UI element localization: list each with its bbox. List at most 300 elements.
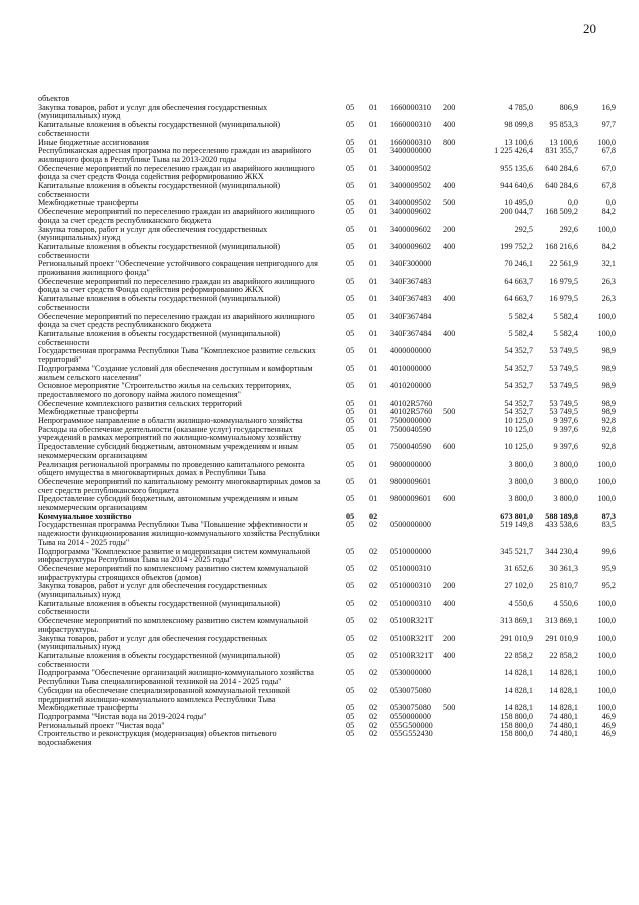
row-name: Обеспечение мероприятий по переселению граждан из аварийного жилищного фонда за счет средств Фонда содействия реформированию ЖКХ: [38, 276, 315, 295]
plan-value: 64 663,7: [504, 294, 533, 304]
plan-value: 14 828,1: [504, 685, 533, 695]
pr-code: 01: [369, 494, 378, 504]
fact-value: 30 361,3: [549, 563, 578, 573]
table-row: [38, 600, 618, 617]
rz-code: 05: [346, 442, 355, 452]
fact-value: 292,6: [559, 224, 578, 234]
fact-value: 53 749,5: [549, 363, 578, 373]
fact-value: 168 509,2: [545, 207, 578, 217]
row-name: Закупка товаров, работ и услуг для обеспечения государственных (муниципальных) нужд: [38, 102, 268, 121]
pr-code: 02: [369, 616, 378, 626]
csr-code: 3400009502: [390, 163, 431, 173]
vr-code: 500: [443, 407, 456, 417]
row-name: объектов: [38, 94, 70, 103]
row-name: Закупка товаров, работ и услуг для обеспечения государственных (муниципальных) нужд: [38, 633, 268, 652]
percent-value: 100,0: [597, 685, 616, 695]
rz-code: 05: [346, 633, 355, 643]
csr-code: 05100R321T: [390, 616, 434, 626]
plan-value: 519 149,8: [500, 520, 533, 530]
vr-code: 600: [443, 442, 456, 452]
csr-code: 9800009601: [390, 476, 431, 486]
fact-value: 3 800,0: [553, 476, 578, 486]
percent-value: 100,0: [597, 494, 616, 504]
plan-value: 54 352,7: [504, 398, 533, 408]
rz-code: 05: [346, 181, 355, 191]
plan-value: 98 099,8: [504, 120, 533, 130]
percent-value: 100,0: [597, 633, 616, 643]
percent-value: 46,9: [601, 711, 616, 721]
row-name: Обеспечение мероприятий по переселению граждан из аварийного жилищного фонда за счет средств республиканского бюджета: [38, 207, 315, 225]
pr-code: 01: [369, 311, 378, 321]
fact-value: 313 869,1: [545, 616, 578, 626]
pr-code: 01: [369, 276, 378, 286]
table-row: [38, 548, 618, 565]
rz-code: 05: [346, 416, 355, 426]
csr-code: 0530000000: [390, 668, 431, 678]
pr-code: 01: [369, 416, 378, 426]
percent-value: 26,3: [601, 294, 616, 304]
csr-code: 0500000000: [390, 520, 431, 530]
table-row: [38, 426, 618, 443]
rz-code: 05: [346, 207, 355, 217]
rz-code: 05: [346, 494, 355, 504]
pr-code: 01: [369, 381, 378, 391]
percent-value: 87,3: [601, 511, 616, 521]
table-row: [38, 260, 618, 277]
plan-value: 955 135,6: [500, 163, 533, 173]
fact-value: 640 284,6: [545, 163, 578, 173]
fact-value: 74 480,1: [549, 729, 578, 739]
fact-value: 5 582,4: [553, 311, 578, 321]
fact-value: 5 582,4: [553, 328, 578, 338]
fact-value: 53 749,5: [549, 407, 578, 417]
plan-value: 54 352,7: [504, 346, 533, 356]
fact-value: 344 230,4: [545, 546, 578, 556]
csr-code: 340F367483: [390, 276, 432, 286]
pr-code: 01: [369, 259, 378, 269]
pr-code: 01: [369, 146, 378, 156]
fact-value: 16 979,5: [549, 294, 578, 304]
plan-value: 1 225 426,4: [494, 146, 533, 156]
table-row: [38, 635, 618, 652]
row-name: Государственная программа Республики Тыва "Повышение эффективности и надежности функционирования жилищно-коммунального хозяйства Республики Тыва на 2014 - 2025 годы": [38, 520, 320, 547]
csr-code: 3400009602: [390, 207, 431, 217]
rz-code: 05: [346, 520, 355, 530]
rz-code: 05: [346, 398, 355, 408]
csr-code: 1660000310: [390, 102, 431, 112]
plan-value: 54 352,7: [504, 407, 533, 417]
rz-code: 05: [346, 146, 355, 156]
percent-value: 98,9: [601, 407, 616, 417]
rz-code: 05: [346, 241, 355, 251]
plan-value: 10 125,0: [504, 424, 533, 434]
rz-code: 05: [346, 407, 355, 417]
csr-code: 340F367483: [390, 294, 432, 304]
pr-code: 02: [369, 546, 378, 556]
table-row: [38, 243, 618, 260]
table-row: [38, 669, 618, 686]
percent-value: 100,0: [597, 311, 616, 321]
pr-code: 01: [369, 442, 378, 452]
plan-value: 200 044,7: [500, 207, 533, 217]
plan-value: 292,5: [514, 224, 533, 234]
plan-value: 13 100,6: [504, 137, 533, 147]
csr-code: 0510000310: [390, 581, 431, 591]
rz-code: 05: [346, 651, 355, 660]
csr-code: 3400009502: [390, 198, 431, 208]
csr-code: 4010200000: [390, 381, 431, 391]
table-row: [38, 443, 618, 460]
pr-code: 02: [369, 720, 378, 730]
table-row: [38, 461, 618, 478]
percent-value: 100,0: [597, 703, 616, 713]
plan-value: 70 246,1: [504, 259, 533, 269]
fact-value: 14 828,1: [549, 703, 578, 713]
fact-value: 53 749,5: [549, 398, 578, 408]
rz-code: 05: [346, 703, 355, 713]
rz-code: 05: [346, 294, 355, 304]
pr-code: 01: [369, 181, 378, 191]
vr-code: 400: [443, 241, 456, 251]
pr-code: 02: [369, 668, 378, 678]
fact-value: 3 800,0: [553, 459, 578, 469]
table-row: [38, 521, 618, 547]
row-name: Региональный проект "Чистая вода": [38, 720, 165, 730]
percent-value: 98,9: [601, 363, 616, 373]
csr-code: 340F300000: [390, 259, 432, 269]
pr-code: 01: [369, 120, 378, 130]
fact-value: 0,0: [567, 198, 578, 208]
row-name: Подпрограмма "Создание условий для обеспечения доступным и комфортным жильем сельского населения": [38, 363, 313, 382]
plan-value: 345 521,7: [500, 546, 533, 556]
table-row: [38, 730, 618, 747]
row-name: Реализация региональной программы по проведению капитального ремонта общего имущества в многоквартирных домах в Республики Тыва: [38, 459, 305, 478]
fact-value: 53 749,5: [549, 381, 578, 391]
page-number: 20: [583, 21, 596, 36]
table-row: [38, 347, 618, 364]
table-row: [38, 365, 618, 382]
table-row: [38, 121, 618, 138]
row-name: Закупка товаров, работ и услуг для обеспечения государственных (муниципальных) нужд: [38, 224, 268, 243]
plan-value: 291 010,9: [500, 633, 533, 643]
percent-value: 100,0: [597, 651, 616, 660]
csr-code: 0510000000: [390, 546, 431, 556]
row-name: Закупка товаров, работ и услуг для обеспечения государственных (муниципальных) нужд: [38, 581, 268, 600]
plan-value: 158 800,0: [500, 729, 533, 739]
pr-code: 02: [369, 511, 378, 521]
pr-code: 02: [369, 685, 378, 695]
csr-code: 7500040590: [390, 442, 431, 452]
pr-code: 02: [369, 651, 378, 660]
plan-value: 4 550,6: [508, 598, 533, 608]
csr-code: 0530075080: [390, 685, 431, 695]
plan-value: 313 869,1: [500, 616, 533, 626]
plan-value: 673 801,0: [500, 511, 533, 521]
row-name: Межбюджетные трансферты: [38, 407, 139, 417]
csr-code: 0510000310: [390, 598, 431, 608]
pr-code: 02: [369, 703, 378, 713]
plan-value: 10 495,0: [504, 198, 533, 208]
pr-code: 01: [369, 407, 378, 417]
fact-value: 168 216,6: [545, 241, 578, 251]
pr-code: 02: [369, 633, 378, 643]
pr-code: 01: [369, 163, 378, 173]
vr-code: 400: [443, 181, 456, 191]
rz-code: 05: [346, 668, 355, 678]
plan-value: 31 652,6: [504, 563, 533, 573]
plan-value: 199 752,2: [500, 241, 533, 251]
pr-code: 01: [369, 102, 378, 112]
row-name: Капитальные вложения в объекты государственной (муниципальной) собственности: [38, 598, 281, 617]
table-row: [38, 652, 618, 669]
percent-value: 95,2: [601, 581, 616, 591]
percent-value: 100,0: [597, 476, 616, 486]
csr-code: 3400009602: [390, 241, 431, 251]
csr-code: 0510000310: [390, 563, 431, 573]
csr-code: 40102R5760: [390, 407, 433, 417]
pr-code: 01: [369, 241, 378, 251]
fact-value: 640 284,6: [545, 181, 578, 191]
table-row: [38, 313, 618, 330]
plan-value: 5 582,4: [508, 311, 533, 321]
vr-code: 400: [443, 328, 456, 338]
csr-code: 3400000000: [390, 146, 431, 156]
row-name: Подпрограмма "Чистая вода на 2019-2024 годы": [38, 711, 207, 721]
row-name: Межбюджетные трансферты: [38, 703, 139, 713]
percent-value: 84,2: [601, 241, 616, 251]
fact-value: 806,9: [559, 102, 578, 112]
row-name: Подпрограмма "Комплексное развитие и модернизация систем коммунальной инфраструктуры Республики Тыва на 2014 - 2025 годы": [38, 546, 311, 565]
csr-code: 340F367484: [390, 328, 432, 338]
row-name: Непрограммное направление в области жилищно-коммунального хозяйства: [38, 416, 303, 426]
rz-code: 05: [346, 198, 355, 208]
csr-code: 3400009602: [390, 224, 431, 234]
rz-code: 05: [346, 546, 355, 556]
percent-value: 100,0: [597, 137, 616, 147]
percent-value: 100,0: [597, 459, 616, 469]
fact-value: 95 853,3: [549, 120, 578, 130]
pr-code: 01: [369, 294, 378, 304]
pr-code: 02: [369, 520, 378, 530]
rz-code: 05: [346, 381, 355, 391]
plan-value: 5 582,4: [508, 328, 533, 338]
row-name: Предоставление субсидий бюджетным, автономным учреждениям и иным некоммерческим организациям: [38, 442, 298, 460]
csr-code: 40102R5760: [390, 398, 433, 408]
csr-code: 3400009502: [390, 181, 431, 191]
vr-code: 600: [443, 494, 456, 504]
csr-code: 05100R321T: [390, 651, 434, 660]
percent-value: 46,9: [601, 720, 616, 730]
row-name: Капитальные вложения в объекты государственной (муниципальной) собственности: [38, 328, 281, 347]
table-row: [38, 147, 618, 164]
plan-value: 10 125,0: [504, 416, 533, 426]
table-row: [38, 382, 618, 399]
percent-value: 100,0: [597, 224, 616, 234]
fact-value: 588 189,8: [545, 511, 578, 521]
row-name: Капитальные вложения в объекты государственной (муниципальной) собственности: [38, 120, 281, 138]
table-row: [38, 565, 618, 582]
rz-code: 05: [346, 563, 355, 573]
row-name: Иные бюджетные ассигнования: [38, 137, 149, 147]
plan-value: 158 800,0: [500, 720, 533, 730]
csr-code: 0530075080: [390, 703, 431, 713]
row-name: Коммунальное хозяйство: [38, 511, 132, 521]
plan-value: 64 663,7: [504, 276, 533, 286]
rz-code: 05: [346, 311, 355, 321]
table-row: [38, 582, 618, 599]
percent-value: 67,8: [601, 146, 616, 156]
percent-value: 67,0: [601, 163, 616, 173]
pr-code: 02: [369, 563, 378, 573]
row-name: Капитальные вложения в объекты государственной (муниципальной) собственности: [38, 181, 281, 199]
table-row: [38, 617, 618, 634]
rz-code: 05: [346, 581, 355, 591]
csr-code: 7500000000: [390, 416, 431, 426]
vr-code: 400: [443, 651, 456, 660]
percent-value: 92,8: [601, 416, 616, 426]
row-name: Обеспечение мероприятий по переселению граждан из аварийного жилищного фонда за счет средств республиканского бюджета: [38, 311, 315, 330]
rz-code: 05: [346, 328, 355, 338]
fact-value: 831 355,7: [545, 146, 578, 156]
fact-value: 9 397,6: [553, 424, 578, 434]
csr-code: 05100R321T: [390, 633, 434, 643]
row-name: Расходы на обеспечение деятельности (оказание услуг) государственных учреждений в рамках мероприятий по жилищно-коммунальному хозяйству: [38, 424, 302, 443]
pr-code: 01: [369, 198, 378, 208]
vr-code: 500: [443, 198, 456, 208]
percent-value: 98,9: [601, 346, 616, 356]
rz-code: 05: [346, 224, 355, 234]
row-name: Основное мероприятие "Строительство жилья на сельских территориях, предоставляемого по договору найма жилого помещения": [38, 381, 292, 399]
row-name: Обеспечение мероприятий по переселению граждан из аварийного жилищного фонда за счет средств Фонда содействия реформированию ЖКХ: [38, 163, 315, 182]
rz-code: 05: [346, 120, 355, 130]
fact-value: 22 561,9: [549, 259, 578, 269]
pr-code: 01: [369, 363, 378, 373]
rz-code: 05: [346, 476, 355, 486]
table-row: [38, 182, 618, 199]
vr-code: 200: [443, 581, 456, 591]
rz-code: 05: [346, 137, 355, 147]
fact-value: 13 100,6: [549, 137, 578, 147]
fact-value: 25 810,7: [549, 581, 578, 591]
percent-value: 100,0: [597, 328, 616, 338]
vr-code: 500: [443, 703, 456, 713]
table-row: [38, 104, 618, 121]
percent-value: 67,8: [601, 181, 616, 191]
fact-value: 74 480,1: [549, 711, 578, 721]
plan-value: 3 800,0: [508, 476, 533, 486]
row-name: Межбюджетные трансферты: [38, 198, 139, 208]
percent-value: 26,3: [601, 276, 616, 286]
rz-code: 05: [346, 459, 355, 469]
plan-value: 54 352,7: [504, 381, 533, 391]
percent-value: 92,8: [601, 442, 616, 452]
pr-code: 01: [369, 137, 378, 147]
fact-value: 4 550,6: [553, 598, 578, 608]
rz-code: 05: [346, 616, 355, 626]
vr-code: 200: [443, 633, 456, 643]
percent-value: 99,6: [601, 546, 616, 556]
fact-value: 291 010,9: [545, 633, 578, 643]
row-name: Капитальные вложения в объекты государственной (муниципальной) собственности: [38, 651, 281, 669]
rz-code: 05: [346, 711, 355, 721]
rz-code: 05: [346, 720, 355, 730]
rz-code: 05: [346, 511, 355, 521]
pr-code: 01: [369, 398, 378, 408]
percent-value: 16,9: [601, 102, 616, 112]
csr-code: 340F367484: [390, 311, 432, 321]
rz-code: 05: [346, 102, 355, 112]
vr-code: 400: [443, 120, 456, 130]
percent-value: 98,9: [601, 398, 616, 408]
percent-value: 95,9: [601, 563, 616, 573]
csr-code: 4000000000: [390, 346, 431, 356]
fact-value: 9 397,6: [553, 442, 578, 452]
fact-value: 16 979,5: [549, 276, 578, 286]
pr-code: 02: [369, 729, 378, 739]
rz-code: 05: [346, 363, 355, 373]
pr-code: 01: [369, 224, 378, 234]
row-name: Региональный проект "Обеспечение устойчивого сокращения непригодного для проживания жилищного фонда": [38, 259, 318, 278]
plan-value: 3 800,0: [508, 459, 533, 469]
rz-code: 05: [346, 276, 355, 286]
percent-value: 83,5: [601, 520, 616, 530]
row-name: Обеспечение комплексного развития сельских территорий: [38, 398, 242, 408]
row-name: Субсидии на обеспечение специализированной коммунальной техникой предприятий жилищно-коммунального комплекса Республики Тыва: [38, 685, 290, 704]
percent-value: 100,0: [597, 598, 616, 608]
rz-code: 05: [346, 163, 355, 173]
plan-value: 14 828,1: [504, 668, 533, 678]
rz-code: 05: [346, 729, 355, 739]
fact-value: 74 480,1: [549, 720, 578, 730]
csr-code: 9800000000: [390, 459, 431, 469]
plan-value: 4 785,0: [508, 102, 533, 112]
pr-code: 02: [369, 711, 378, 721]
table-row: [38, 226, 618, 243]
table-row: [38, 295, 618, 312]
fact-value: 433 538,6: [545, 520, 578, 530]
csr-code: 9800009601: [390, 494, 431, 504]
table-row: [38, 165, 618, 182]
percent-value: 84,2: [601, 207, 616, 217]
fact-value: 9 397,6: [553, 416, 578, 426]
fact-value: 53 749,5: [549, 346, 578, 356]
plan-value: 22 858,2: [504, 651, 533, 660]
percent-value: 98,9: [601, 381, 616, 391]
vr-code: 400: [443, 294, 456, 304]
vr-code: 400: [443, 598, 456, 608]
percent-value: 32,1: [601, 259, 616, 269]
rz-code: 05: [346, 346, 355, 356]
plan-value: 27 102,0: [504, 581, 533, 591]
pr-code: 01: [369, 459, 378, 469]
table-row: [38, 208, 618, 225]
table-row: [38, 278, 618, 295]
csr-code: 7500040590: [390, 424, 431, 434]
plan-value: 944 640,6: [500, 181, 533, 191]
percent-value: 100,0: [597, 668, 616, 678]
pr-code: 01: [369, 346, 378, 356]
fact-value: 22 858,2: [549, 651, 578, 660]
rz-code: 05: [346, 598, 355, 608]
row-name: Предоставление субсидий бюджетным, автономным учреждениям и иным некоммерческим организациям: [38, 494, 298, 513]
pr-code: 01: [369, 207, 378, 217]
table-row: [38, 478, 618, 495]
fact-value: 3 800,0: [553, 494, 578, 504]
table-row: [38, 330, 618, 347]
plan-value: 158 800,0: [500, 711, 533, 721]
pr-code: 02: [369, 598, 378, 608]
row-name: Строительство и реконструкция (модернизация) объектов питьевого водоснабжения: [38, 729, 277, 748]
